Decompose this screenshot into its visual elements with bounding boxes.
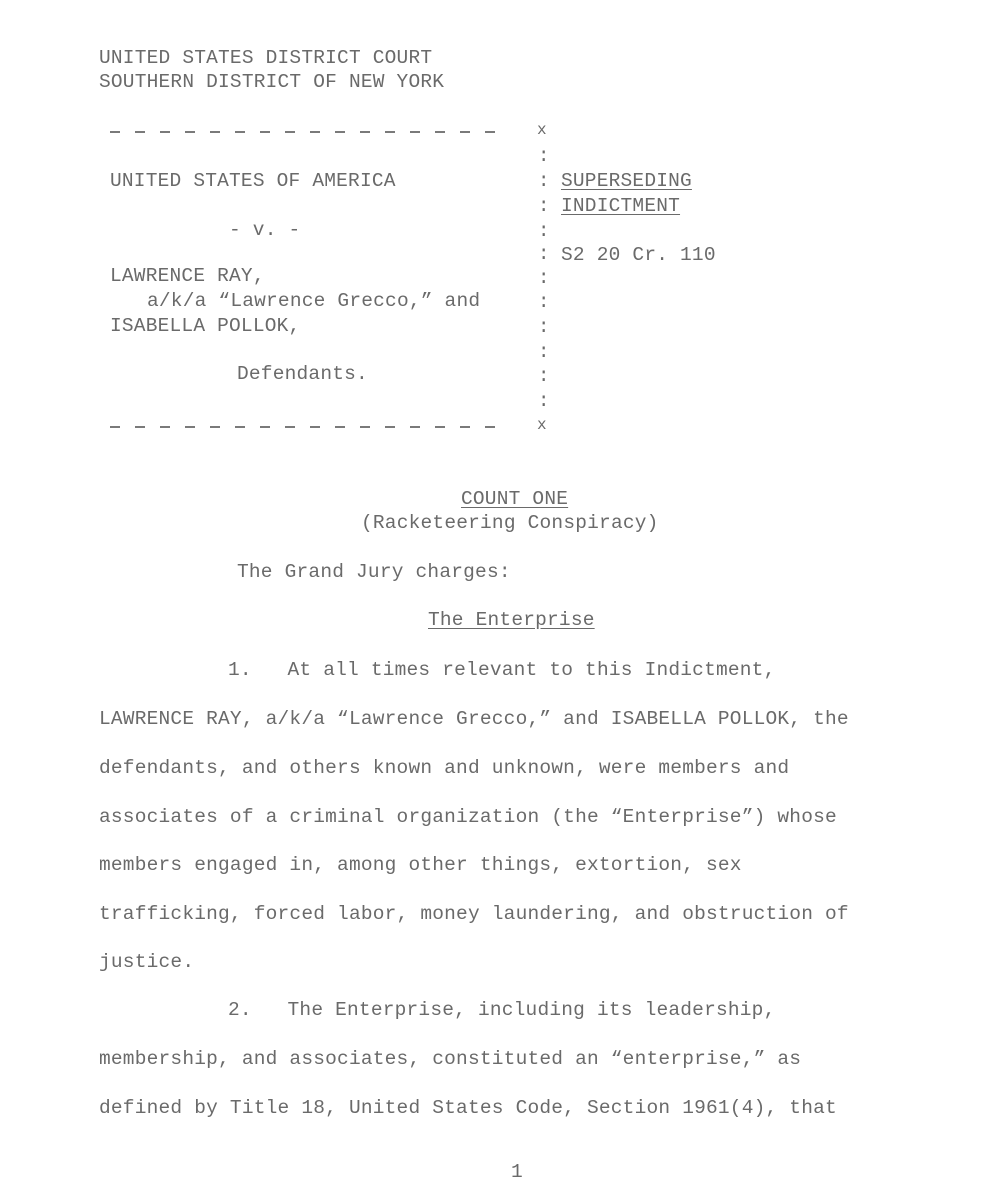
paragraph-line: defined by Title 18, United States Code, Section 1961(4), that [99, 1097, 837, 1119]
caption-corner-x: x [537, 121, 547, 139]
paragraph-line: LAWRENCE RAY, a/k/a “Lawrence Grecco,” and ISABELLA POLLOK, the [99, 708, 849, 730]
paragraph-line: justice. [99, 951, 195, 973]
defendant-1-name: LAWRENCE RAY, [110, 265, 265, 287]
versus-label: - v. - [229, 219, 301, 241]
case-number: S2 20 Cr. 110 [561, 244, 716, 266]
paragraph-line: 1. At all times relevant to this Indictment, [228, 659, 776, 681]
document-type-line1: SUPERSEDING [561, 170, 692, 192]
caption-colon: : [538, 145, 550, 167]
count-subtitle: (Racketeering Conspiracy) [361, 512, 659, 534]
caption-bottom-rule [110, 426, 510, 428]
caption-colon: : [538, 195, 550, 217]
caption-colon: : [538, 316, 550, 338]
paragraph-line: membership, and associates, constituted an “enterprise,” as [99, 1048, 802, 1070]
caption-top-rule [110, 131, 510, 133]
defendant-1-alias: a/k/a “Lawrence Grecco,” and [147, 290, 481, 312]
caption-corner-x: x [537, 416, 547, 434]
caption-colon: : [538, 243, 550, 265]
defendant-2-name: ISABELLA POLLOK, [110, 315, 301, 337]
caption-colon: : [538, 341, 550, 363]
caption-colon: : [538, 267, 550, 289]
paragraph-line: associates of a criminal organization (the “Enterprise”) whose [99, 806, 837, 828]
paragraph-line: defendants, and others known and unknown, were members and [99, 757, 790, 779]
caption-colon: : [538, 390, 550, 412]
court-district: SOUTHERN DISTRICT OF NEW YORK [99, 71, 445, 93]
paragraph-line: trafficking, forced labor, money laundering, and obstruction of [99, 903, 849, 925]
paragraph-line: members engaged in, among other things, extortion, sex [99, 854, 742, 876]
count-title: COUNT ONE [461, 488, 569, 510]
plaintiff-name: UNITED STATES OF AMERICA [110, 170, 396, 192]
court-name: UNITED STATES DISTRICT COURT [99, 47, 433, 69]
document-type-line2: INDICTMENT [561, 195, 681, 217]
page-number: 1 [511, 1161, 523, 1183]
caption-colon: : [538, 220, 550, 242]
caption-colon: : [538, 170, 550, 192]
defendants-label: Defendants. [237, 363, 368, 385]
section-heading: The Enterprise [428, 609, 595, 631]
grand-jury-intro: The Grand Jury charges: [237, 561, 511, 583]
paragraph-line: 2. The Enterprise, including its leadership, [228, 999, 776, 1021]
caption-colon: : [538, 365, 550, 387]
caption-colon: : [538, 291, 550, 313]
